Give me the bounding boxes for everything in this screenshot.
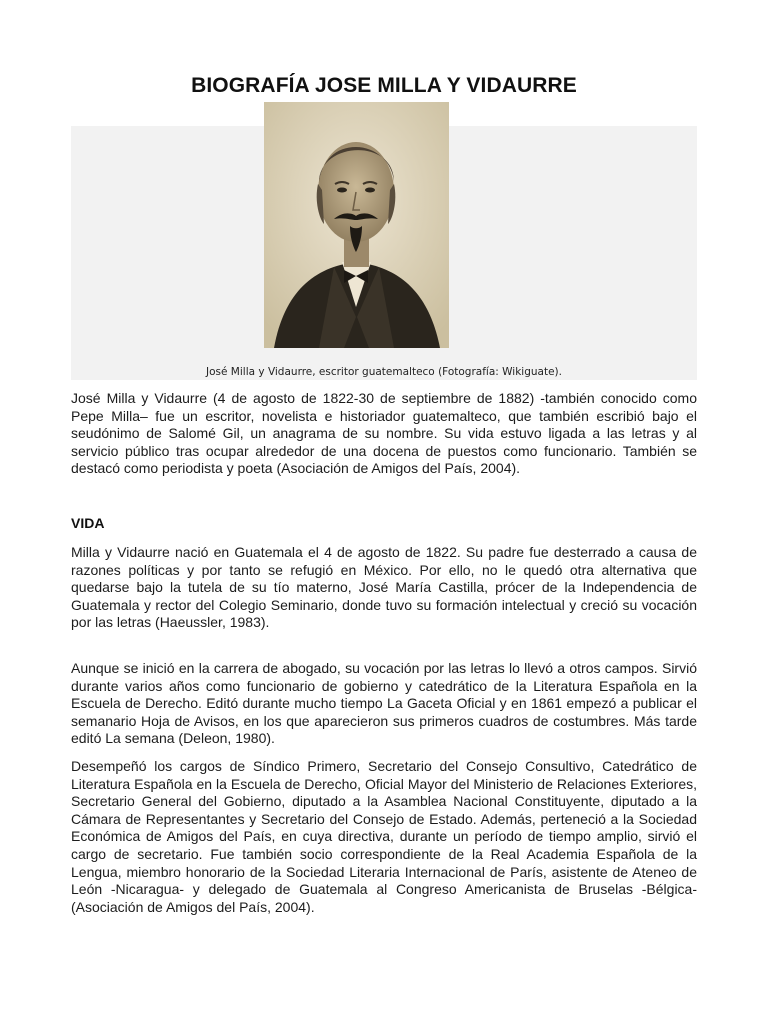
document-title: BIOGRAFÍA JOSE MILLA Y VIDAURRE — [191, 74, 577, 97]
paragraph: Desempeñó los cargos de Síndico Primero, Secretario del Consejo Consultivo, Catedrático de Literatura Española en la Escuela de Derecho, Oficial Mayor del Ministerio de Relaciones Exteriores, Secretario General del Gobierno, diputado a la Asamblea Nacional Constituyente, diputado a la Cámara de Representantes y Secretario del Consejo de Estado. Además, perteneció a la Sociedad Económica de Amigos del País, en cuya directiva, durante un período de tiempo amplio, sirvió el cargo de secretario. Fue también socio correspondiente de la Real Academia Española de la Lengua, miembro honorario de la Sociedad Literaria Internacional de París, asistente de Ateneo de León -Nicaragua- y delegado de Guatemala al Congreso Americanista de Bruselas -Bélgica- (Asociación de Amigos del País, 2004). — [71, 758, 697, 915]
paragraph: Milla y Vidaurre nació en Guatemala el 4 de agosto de 1822. Su padre fue desterrado a causa de razones políticas y por tanto se refugió en México. Por ello, no le quedó otra alternativa que quedarse bajo la tutela de su tío materno, José María Castilla, prócer de la Independencia de Guatemala y rector del Colegio Seminario, donde tuvo su formación intelectual y creció su vocación por las letras (Haeussler, 1983). — [71, 544, 697, 631]
figure-caption: José Milla y Vidaurre, escritor guatemalteco (Fotografía: Wikiguate). — [206, 366, 562, 378]
portrait-photo — [264, 102, 449, 348]
intro-paragraph: José Milla y Vidaurre (4 de agosto de 1822-30 de septiembre de 1882) -también conocido como Pepe Milla– fue un escritor, novelista e historiador guatemalteco, que también escribió bajo el seudónimo de Salomé Gil, un anagrama de su nombre. Su vida estuvo ligada a las letras y al servicio público tras ocupar alrededor de una docena de puestos como funcionario. También se destacó como periodista y poeta (Asociación de Amigos del País, 2004). — [71, 390, 697, 477]
paragraph: Aunque se inició en la carrera de abogado, su vocación por las letras lo llevó a otros campos. Sirvió durante varios años como funcionario de gobierno y catedrático de la Literatura Española en la Escuela de Derecho. Editó durante mucho tiempo La Gaceta Oficial y en 1861 empezó a publicar el semanario Hoja de Avisos, en los que aparecieron sus primeros cuadros de costumbres. Más tarde editó La semana (Deleon, 1980). — [71, 660, 697, 747]
section-heading: VIDA — [71, 515, 105, 531]
